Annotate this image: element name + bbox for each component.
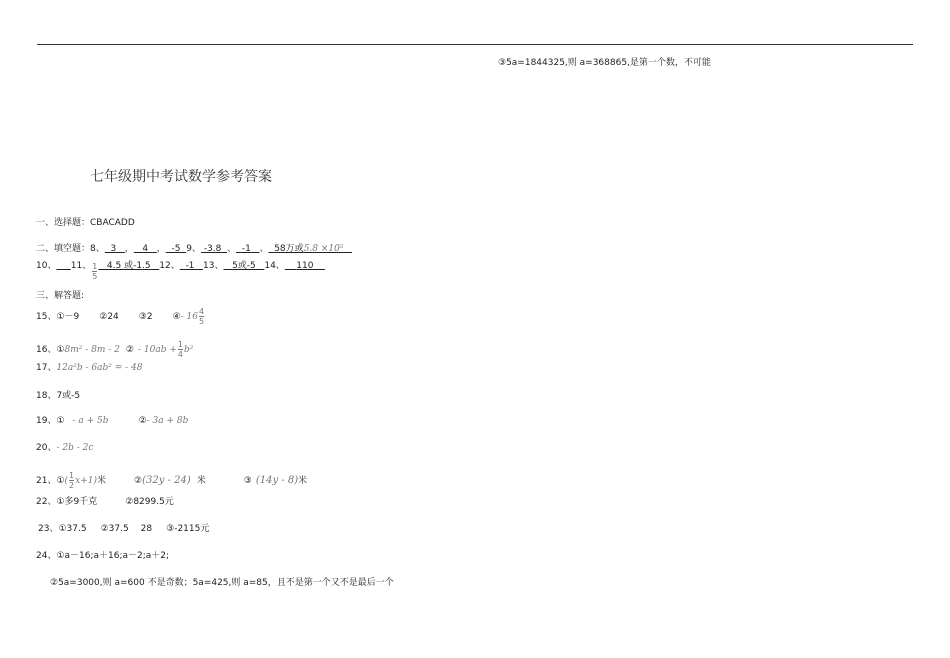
question-24-part2: ②5a=3000,则 a=600 不是奇数；5a=425,则 a=85，且不是第一个又不是最后一个: [50, 578, 394, 588]
question-18: 18、7或-5: [36, 391, 81, 401]
q15-part2: ②24: [99, 312, 119, 322]
q10-label: 10、: [36, 261, 57, 271]
q15-label: 15、: [36, 312, 57, 322]
sep: 、: [259, 244, 269, 254]
answer-8c: -5: [171, 244, 181, 254]
q15-part3: ③2: [138, 312, 153, 322]
answer-11: 4.5 或-1.5: [106, 261, 151, 271]
answer-9d-math: 5.8 ×10⁵: [303, 244, 344, 254]
question-22: [36, 494, 174, 507]
q9-label: 9、: [186, 244, 201, 254]
q22-part1: ①多9千克: [56, 497, 98, 507]
q19-part2-math: - 3a + 8b: [146, 416, 189, 426]
q16-part1: ①: [56, 345, 65, 355]
q19-part1: ①: [56, 416, 65, 426]
q23-part2: ②37.5: [100, 524, 129, 534]
q12-label: 12、: [159, 261, 180, 271]
q21-part3-math: (14y - 8): [255, 475, 299, 486]
q17-math: 12a²b - 6ab² = - 48: [56, 363, 143, 373]
q21-part2: ②: [134, 476, 143, 486]
q17-label: 17、: [36, 363, 57, 373]
q21-fraction: $\frac{1}{2}$: [69, 471, 75, 490]
q21-part2-math: (32y - 24): [142, 475, 191, 486]
q15-part1: ①－9: [56, 312, 80, 322]
question-15: [36, 307, 205, 326]
q15-part4: ④: [172, 312, 181, 322]
q16-part2-tail: b²: [183, 345, 194, 355]
q24-label: 24、: [36, 551, 57, 561]
sep: ，: [124, 244, 134, 254]
q23-part3: ③-2115元: [166, 524, 210, 534]
q23-part1: ①37.5: [58, 524, 87, 534]
section-1-choice: 一、选择题：CBACADD: [36, 218, 135, 228]
sep: 、: [227, 244, 237, 254]
q21-part1-unit: 米: [97, 476, 107, 486]
q16-fraction: $\frac{1}{4}$: [177, 340, 183, 359]
q15-fraction: $\frac{4}{5}$: [199, 307, 205, 326]
question-24: [36, 548, 169, 561]
answer-9a: -3.8: [203, 244, 222, 254]
q16-part2-math: - 10ab +: [138, 345, 177, 355]
q21-part1: ①: [56, 476, 65, 486]
q23-label: 23、: [38, 524, 59, 534]
question-21: [36, 471, 307, 490]
answer-8a: 3: [110, 244, 117, 254]
q23-part2b: 28: [140, 524, 153, 534]
q22-label: 22、: [36, 497, 57, 507]
answer-12: -1: [185, 261, 195, 271]
q14-label: 14、: [264, 261, 285, 271]
answer-13: 5或-5: [232, 261, 256, 271]
q20-math: - 2b - 2c: [56, 443, 94, 453]
question-19: [36, 413, 188, 426]
top-note: ③5a=1844325,则 a=368865,是第一个数，不可能: [498, 58, 711, 68]
answer-8b: 4: [142, 244, 149, 254]
q11-label: 11、: [70, 261, 92, 271]
q16-part2: ②: [125, 345, 134, 355]
section-3-label: 三、解答题:: [36, 291, 85, 301]
q21-label: 21、: [36, 476, 57, 486]
q21-part1-math: x+1): [75, 476, 97, 486]
answer-9b: -1: [241, 244, 251, 254]
q21-part1-open: (: [64, 476, 69, 486]
q16-label: 16、: [36, 345, 57, 355]
q20-label: 20、: [36, 443, 57, 453]
question-17: [36, 360, 142, 373]
answer-10: [56, 261, 70, 271]
question-16: [36, 340, 193, 359]
q22-part2: ②8299.5元: [125, 497, 174, 507]
answer-11-fraction: $\frac{1}{5}$: [92, 262, 98, 281]
page-title: 七年级期中考试数学参考答案: [90, 169, 272, 185]
answer-9c: 58万或5.8 ×10⁵: [274, 244, 344, 254]
q19-label: 19、: [36, 416, 57, 426]
q24-part1: ①a－16;a＋16;a－2;a＋2;: [56, 551, 170, 561]
section-2-label: 二、填空题：8、: [36, 244, 105, 254]
q16-part1-math: 8m² - 8m - 2: [64, 345, 120, 355]
q21-part3-unit: 米: [298, 476, 308, 486]
q21-part3: ③: [243, 476, 252, 486]
sep: ，: [156, 244, 166, 254]
question-23: [38, 521, 209, 534]
q19-part2: ②: [138, 416, 147, 426]
q13-label: 13、: [203, 261, 224, 271]
section-2-fill: [36, 241, 352, 254]
section-2-line-10: [36, 256, 325, 281]
q19-part1-math: - a + 5b: [72, 416, 109, 426]
header-rule: [37, 44, 913, 45]
q21-part2-unit: 米: [196, 476, 206, 486]
question-20: [36, 440, 93, 453]
q15-part4-math: - 16: [180, 312, 199, 322]
answer-14: 110: [296, 261, 314, 271]
